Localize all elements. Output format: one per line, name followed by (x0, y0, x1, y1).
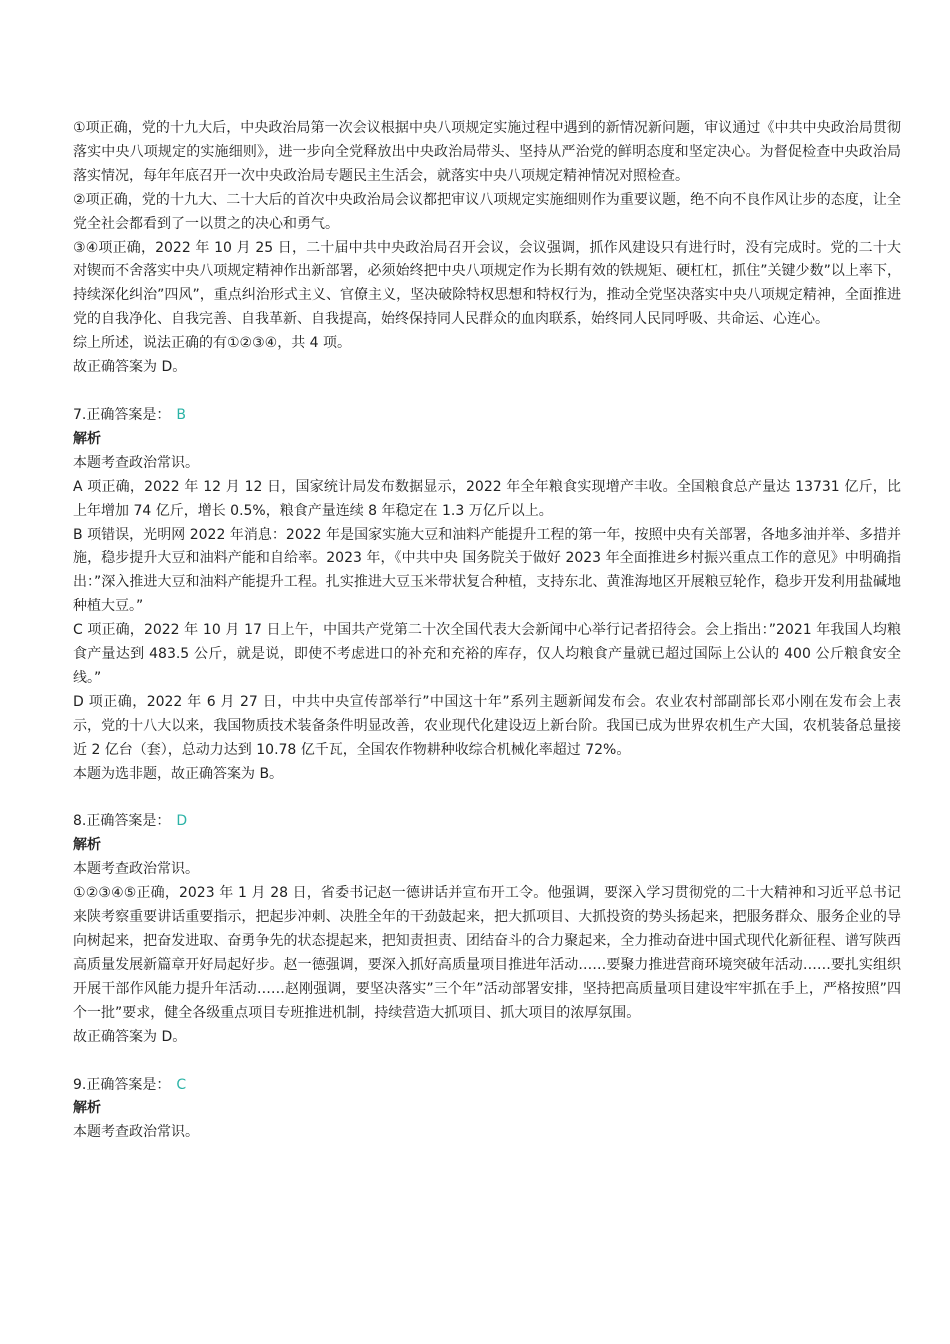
q9-heading (73, 1074, 901, 1098)
q7-option-a: A 项正确，2022 年 12 月 12 日，国家统计局发布数据显示，2022 年全年粮食实现增产丰收。全国粮食总产量达 13731 亿斤，比上年增加 74 亿斤，增长 0.5%，粮食产量连续 8 年稳定在 1.3 万亿斤以上。 (73, 478, 901, 519)
q8-answer: D (176, 813, 188, 830)
q8-intro: 本题考查政治常识。 (73, 861, 199, 878)
question-7 (73, 404, 901, 787)
q7-option-c: C 项正确，2022 年 10 月 17 日上午，中国共产党第二十次全国代表大会新闻中心举行记者招待会。会上指出：”2021 年我国人均粮食产量达到 483.5 公斤，就是说，即使不考虑进口的补充和充裕的库存，仅人均粮食产量就已超过国际上公认的 400 公斤粮食安全线。” (73, 622, 901, 686)
q7-analysis-label: 解析 (73, 430, 101, 447)
document-body (73, 117, 901, 1145)
q6-summary: 综上所述，说法正确的有①②③④，共 4 项。 (73, 335, 352, 352)
q7-heading-label: 7.正确答案是： (73, 406, 171, 423)
q8-heading-label: 8.正确答案是： (73, 813, 171, 830)
q9-intro: 本题考查政治常识。 (73, 1124, 199, 1141)
section-gap (73, 1050, 901, 1074)
question-8 (73, 810, 901, 1049)
q8-body: ①②③④⑤正确，2023 年 1 月 28 日，省委书记赵一德讲话并宣布开工令。他强调，要深入学习贯彻党的二十大精神和习近平总书记来陕考察重要讲话重要指示，把起步冲刺、决胜全年的干劲鼓起来，把大抓项目、大抓投资的势头扬起来，把服务群众、服务企业的导向树起来，把奋发进取、奋勇争先的状态提起来，把知责担责、团结奋斗的合力聚起来，全力推动奋进中国式现代化新征程、谱写陕西高质量发展新篇章开好局起好步。赵一德强调，要深入抓好高质量项目推进年活动……要聚力推进营商环境突破年活动……要扎实组织开展干部作风能力提升年活动……赵刚强调，要坚决落实”三个年”活动部署安排，坚持把高质量项目建设牢牢抓在手上，严格按照”四个一批”要求，健全各级重点项目专班推进机制，持续营造大抓项目、抓大项目的浓厚氛围。 (73, 885, 901, 1021)
q8-heading (73, 810, 901, 834)
question-6-tail (73, 117, 901, 380)
q7-conclusion: 本题为选非题，故正确答案为 B。 (73, 765, 284, 782)
q6-item-2-explanation: ②项正确，党的十九大、二十大后的首次中央政治局会议都把审议八项规定实施细则作为重要议题，绝不向不良作风让步的态度，让全党全社会都看到了一以贯之的决心和勇气。 (73, 191, 901, 232)
q9-analysis-label: 解析 (73, 1100, 101, 1117)
q7-answer: B (176, 406, 186, 423)
q6-item-1-explanation: ①项正确，党的十九大后，中央政治局第一次会议根据中央八项规定实施过程中遇到的新情况新问题，审议通过《中共中央政治局贯彻落实中央八项规定的实施细则》，进一步向全党释放出中央政治局带头、坚持从严治党的鲜明态度和坚定决心。为督促检查中央政治局落实情况，每年年底召开一次中央政治局专题民主生活会，就落实中央八项规定精神情况对照检查。 (73, 120, 901, 184)
q9-answer: C (176, 1076, 187, 1093)
q8-conclusion: 故正确答案为 D。 (73, 1028, 187, 1045)
section-gap (73, 786, 901, 810)
q7-heading (73, 404, 901, 428)
q7-intro: 本题考查政治常识。 (73, 454, 199, 471)
q6-item-3-4-explanation: ③④项正确，2022 年 10 月 25 日，二十届中共中央政治局召开会议，会议强调，抓作风建设只有进行时，没有完成时。党的二十大对锲而不舍落实中央八项规定精神作出新部署，必须始终把中央八项规定作为长期有效的铁规矩、硬杠杠，抓住”关键少数”以上率下，持续深化纠治”四风”，重点纠治形式主义、官僚主义，坚决破除特权思想和特权行为，推动全党坚决落实中央八项规定精神，全面推进党的自我净化、自我完善、自我革新、自我提高，始终保持同人民群众的血肉联系，始终同人民同呼吸、共命运、心连心。 (73, 239, 901, 328)
question-9 (73, 1074, 901, 1146)
q9-heading-label: 9.正确答案是： (73, 1076, 171, 1093)
q8-analysis-label: 解析 (73, 837, 101, 854)
q6-conclusion: 故正确答案为 D。 (73, 359, 187, 376)
q7-option-b: B 项错误，光明网 2022 年消息：2022 年是国家实施大豆和油料产能提升工程的第一年，按照中央有关部署，各地多油并举、多措并施，稳步提升大豆和油料产能和自给率。2023 年，《中共中央 国务院关于做好 2023 年全面推进乡村振兴重点工作的意见》中明确指出：”深入推进大豆和油料产能提升工程。扎实推进大豆玉米带状复合种植，支持东北、黄淮海地区开展粮豆轮作，稳步开发利用盐碱地种植大豆。” (73, 526, 901, 615)
section-gap (73, 380, 901, 404)
q7-option-d: D 项正确，2022 年 6 月 27 日，中共中央宣传部举行”中国这十年”系列主题新闻发布会。农业农村部副部长邓小刚在发布会上表示，党的十八大以来，我国物质技术装备条件明显改善，农业现代化建设迈上新台阶。我国已成为世界农机生产大国，农机装备总量接近 2 亿台（套），总动力达到 10.78 亿千瓦，全国农作物耕种收综合机械化率超过 72%。 (73, 693, 901, 758)
